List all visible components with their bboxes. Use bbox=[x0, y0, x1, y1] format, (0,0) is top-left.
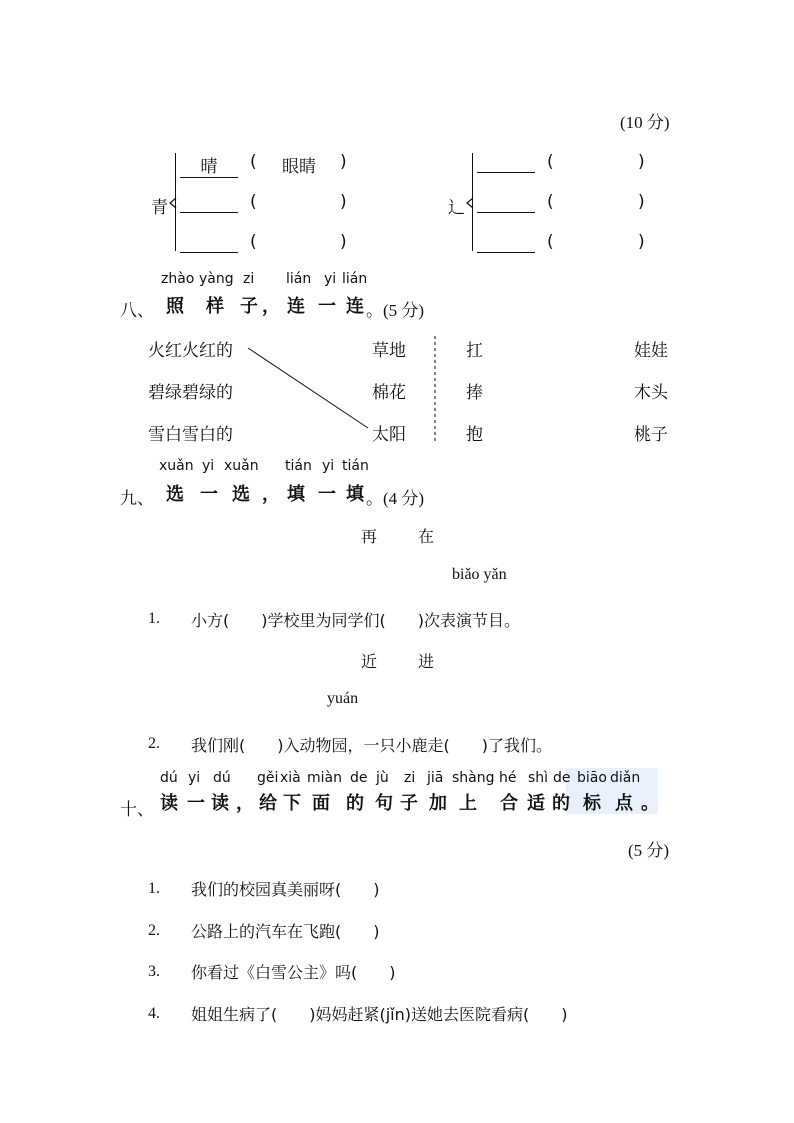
s10-char-6: 下 bbox=[283, 793, 302, 814]
s8-tail: 。(5 分) bbox=[366, 301, 425, 320]
s8-pinyin-6: lián bbox=[342, 271, 368, 287]
right-row-2-open: ( bbox=[547, 192, 554, 212]
s9-char-4: ， bbox=[262, 484, 281, 505]
s10-pinyin-15: biāo bbox=[577, 770, 607, 786]
s8-example-connector-line bbox=[0, 0, 794, 500]
s10-char-9: 句 bbox=[375, 793, 394, 814]
s8-char-5: 连 bbox=[287, 296, 306, 317]
radical-chuo: 辶 bbox=[448, 198, 465, 218]
s10-pinyin-3: dú bbox=[213, 770, 231, 786]
s8-left-target-1[interactable]: 草地 bbox=[372, 341, 406, 361]
radical-qing: 青 bbox=[151, 198, 168, 218]
s9-number: 九、 bbox=[120, 489, 154, 509]
left-row-1-answer[interactable]: 眼睛 bbox=[282, 157, 316, 177]
s10-char-3: 读 bbox=[211, 793, 230, 814]
s8-pinyin-1: zhào bbox=[161, 271, 195, 287]
s10-q4-number: 4. bbox=[148, 1005, 160, 1022]
s9-q1-text[interactable]: 小方( )学校里为同学们( )次表演节目。 bbox=[191, 611, 520, 630]
s8-char-3: 子 bbox=[240, 296, 259, 317]
s9-option-zai-at: 在 bbox=[418, 527, 435, 546]
s9-pinyin-6: tián bbox=[342, 458, 369, 474]
left-row-3-close: ) bbox=[340, 232, 347, 252]
s10-pinyin-1: dú bbox=[160, 770, 178, 786]
s8-right-item-3[interactable]: 抱 bbox=[466, 425, 483, 445]
s9-char-3: 选 bbox=[232, 484, 251, 505]
s10-char-5: 给 bbox=[259, 793, 278, 814]
left-row-2-open: ( bbox=[250, 192, 257, 212]
s9-pinyin-3: xuǎn bbox=[224, 458, 259, 474]
s10-char-18: 。 bbox=[641, 793, 660, 814]
section7-score: (10 分) bbox=[620, 113, 670, 132]
s10-q1-number: 1. bbox=[148, 880, 160, 897]
s10-char-1: 读 bbox=[160, 793, 179, 814]
s10-char-13: 合 bbox=[500, 793, 519, 814]
right-row-1-close: ) bbox=[638, 152, 645, 172]
s9-q2-number: 2. bbox=[148, 735, 160, 752]
s10-char-17: 点 bbox=[615, 793, 634, 814]
s8-char-2: 样 bbox=[206, 296, 225, 317]
s10-pinyin-14: de bbox=[553, 770, 571, 786]
left-row-1-close: ) bbox=[340, 152, 347, 172]
s9-char-7: 填 bbox=[346, 484, 365, 505]
s9-q1-pinyin: biǎo yǎn bbox=[452, 566, 507, 583]
s10-pinyin-11: shàng bbox=[452, 770, 495, 786]
s8-right-target-1[interactable]: 娃娃 bbox=[634, 341, 668, 361]
s8-pinyin-5: yi bbox=[324, 271, 337, 287]
s8-left-item-1[interactable]: 火红火红的 bbox=[148, 341, 233, 361]
s10-pinyin-16: diǎn bbox=[610, 770, 641, 786]
right-row-1-open: ( bbox=[547, 152, 554, 172]
left-row-3-open: ( bbox=[250, 232, 257, 252]
s10-pinyin-4: gěi bbox=[257, 770, 279, 786]
left-row-2-close: ) bbox=[340, 192, 347, 212]
s10-pinyin-10: jiā bbox=[427, 770, 444, 786]
s9-char-1: 选 bbox=[166, 484, 185, 505]
right-row-2-close: ) bbox=[638, 192, 645, 212]
s10-char-11: 加 bbox=[429, 793, 448, 814]
s8-pinyin-3: zi bbox=[243, 271, 255, 287]
s8-left-target-2[interactable]: 棉花 bbox=[372, 383, 406, 403]
s9-char-2: 一 bbox=[200, 484, 219, 505]
s10-pinyin-9: zi bbox=[404, 770, 416, 786]
s10-char-4: ， bbox=[236, 793, 255, 814]
s10-q1-text[interactable]: 我们的校园真美丽呀( ) bbox=[191, 880, 380, 899]
s10-q4-text[interactable]: 姐姐生病了( )妈妈赶紧(jǐn)送她去医院看病( ) bbox=[191, 1005, 568, 1024]
s10-q3-number: 3. bbox=[148, 963, 160, 980]
s8-char-1: 照 bbox=[166, 296, 185, 317]
s10-pinyin-5: xià bbox=[280, 770, 301, 786]
right-row-3-close: ) bbox=[638, 232, 645, 252]
s10-pinyin-6: miàn bbox=[307, 770, 342, 786]
s8-number: 八、 bbox=[120, 301, 154, 321]
s9-q1-number: 1. bbox=[148, 610, 160, 627]
s9-char-5: 填 bbox=[287, 484, 306, 505]
s9-q2-pinyin: yuán bbox=[327, 690, 359, 707]
s10-number: 十、 bbox=[120, 800, 154, 820]
s10-char-7: 面 bbox=[312, 793, 331, 814]
s9-option-jin-enter: 进 bbox=[418, 652, 435, 671]
right-row-3-open: ( bbox=[547, 232, 554, 252]
s10-char-2: 一 bbox=[187, 793, 206, 814]
s10-pinyin-12: hé bbox=[499, 770, 517, 786]
s9-pinyin-1: xuǎn bbox=[159, 458, 194, 474]
s8-right-item-1[interactable]: 扛 bbox=[466, 341, 483, 361]
s9-tail: 。(4 分) bbox=[366, 489, 425, 508]
left-row-1-open: ( bbox=[250, 152, 257, 172]
s9-pinyin-5: yi bbox=[322, 458, 335, 474]
s10-q3-text[interactable]: 你看过《白雪公主》吗( ) bbox=[191, 963, 396, 982]
s10-pinyin-8: jù bbox=[376, 770, 389, 786]
s9-option-jin-near: 近 bbox=[361, 652, 378, 671]
s10-pinyin-13: shì bbox=[528, 770, 549, 786]
s10-q2-text[interactable]: 公路上的汽车在飞跑( ) bbox=[191, 922, 380, 941]
s10-pinyin-7: de bbox=[350, 770, 368, 786]
s9-option-zai-again: 再 bbox=[361, 527, 378, 546]
s8-char-6: 一 bbox=[318, 296, 337, 317]
s8-char-7: 连 bbox=[346, 296, 365, 317]
s10-score: (5 分) bbox=[628, 841, 670, 860]
s10-char-14: 适 bbox=[527, 793, 546, 814]
s10-pinyin-2: yi bbox=[188, 770, 201, 786]
s10-q2-number: 2. bbox=[148, 922, 160, 939]
left-row-1-fill[interactable]: 晴 bbox=[180, 152, 238, 178]
s10-char-10: 子 bbox=[400, 793, 419, 814]
s8-pinyin-2: yàng bbox=[199, 271, 234, 287]
s10-char-12: 上 bbox=[459, 793, 478, 814]
s9-pinyin-2: yi bbox=[202, 458, 215, 474]
s9-char-6: 一 bbox=[318, 484, 337, 505]
s8-right-item-2[interactable]: 捧 bbox=[466, 383, 483, 403]
s10-char-8: 的 bbox=[346, 793, 365, 814]
s8-right-target-2[interactable]: 木头 bbox=[634, 383, 668, 403]
s8-pinyin-4: lián bbox=[286, 271, 312, 287]
s8-right-target-3[interactable]: 桃子 bbox=[634, 425, 668, 445]
s8-left-item-2[interactable]: 碧绿碧绿的 bbox=[148, 383, 233, 403]
s8-char-4: ， bbox=[262, 296, 281, 317]
s9-pinyin-4: tián bbox=[285, 458, 312, 474]
s8-left-target-3[interactable]: 太阳 bbox=[372, 425, 406, 445]
s10-char-16: 标 bbox=[583, 793, 602, 814]
s10-char-15: 的 bbox=[552, 793, 571, 814]
s8-left-item-3[interactable]: 雪白雪白的 bbox=[148, 425, 233, 445]
s9-q2-text[interactable]: 我们刚( )入动物园，一只小鹿走( )了我们。 bbox=[191, 736, 552, 755]
